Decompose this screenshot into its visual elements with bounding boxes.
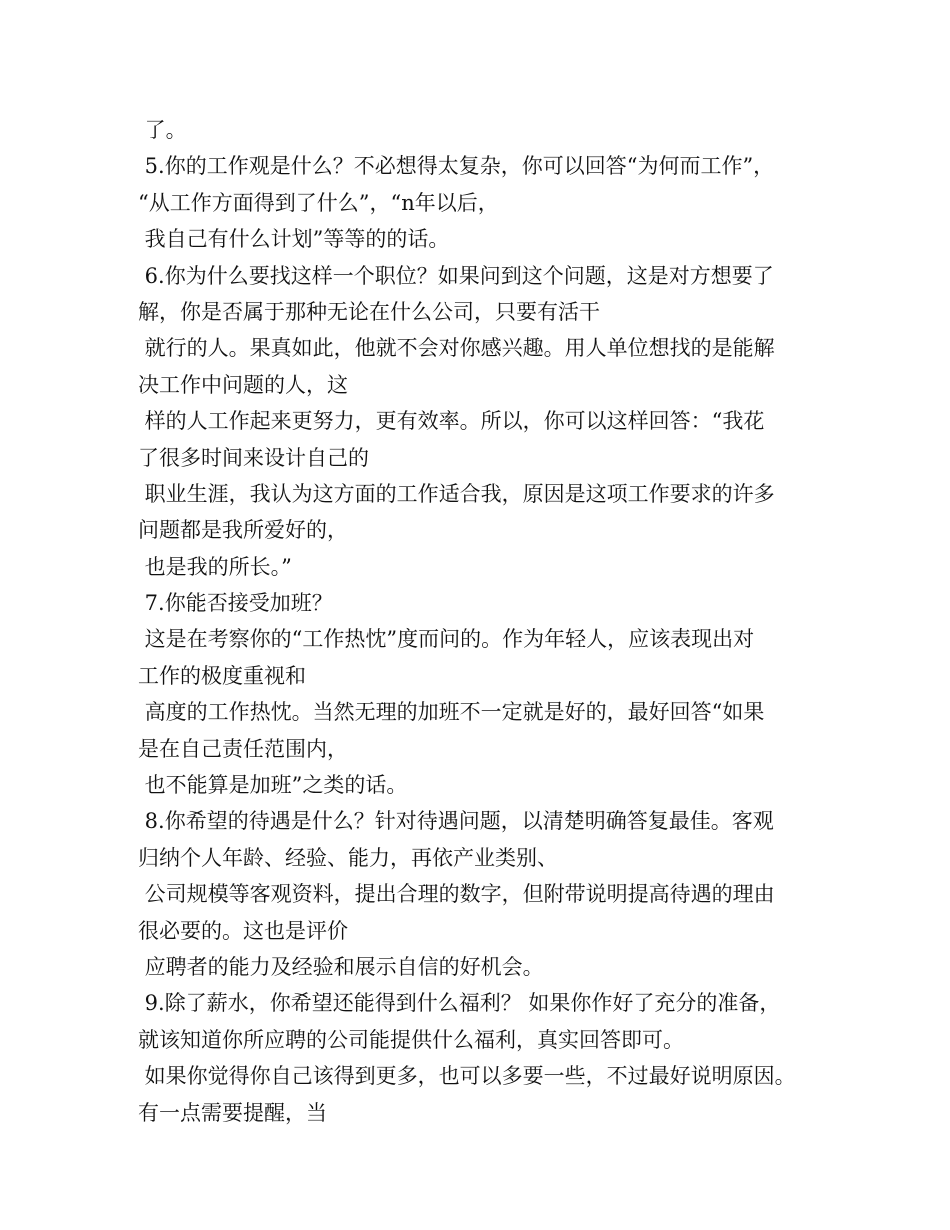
text-line: 7.你能否接受加班？ <box>138 591 333 616</box>
text-line: 也是我的所长。” <box>138 554 292 579</box>
text-line: 公司规模等客观资料，提出合理的数字，但附带说明提高待遇的理由 <box>138 882 775 907</box>
text-line: 就该知道你所应聘的公司能提供什么福利，真实回答即可。 <box>138 1027 684 1052</box>
text-line: 了。 <box>138 118 187 142</box>
text-line: 了很多时间来设计自己的 <box>138 445 369 470</box>
document-body <box>138 112 838 1131</box>
text-line: 问题都是我所爱好的， <box>138 518 348 543</box>
text-line: 是在自己责任范围内， <box>138 736 348 761</box>
text-line: 这是在考察你的“工作热忱”度而问的。作为年轻人，应该表现出对 <box>138 627 755 652</box>
text-line: 6.你为什么要找这样一个职位？如果问到这个问题，这是对方想要了 <box>138 263 774 288</box>
text-line: 决工作中问题的人，这 <box>138 372 348 397</box>
text-line: “从工作方面得到了什么”，“n年以后， <box>138 190 499 215</box>
text-line: 应聘者的能力及经验和展示自信的好机会。 <box>138 954 544 979</box>
text-line: 工作的极度重视和 <box>138 663 306 688</box>
text-line: 高度的工作热忱。当然无理的加班不一定就是好的，最好回答“如果 <box>138 700 765 725</box>
text-line: 样的人工作起来更努力，更有效率。所以，你可以这样回答：“我花 <box>138 409 765 434</box>
text-line: 归纳个人年龄、经验、能力，再依产业类别、 <box>138 845 558 870</box>
text-line: 职业生涯，我认为这方面的工作适合我，原因是这项工作要求的许多 <box>138 481 775 506</box>
text-line: 解，你是否属于那种无论在什么公司，只要有活干 <box>138 299 600 324</box>
text-line: 如果你觉得你自己该得到更多，也可以多要一些，不过最好说明原因。 <box>138 1064 796 1089</box>
text-line: 5.你的工作观是什么？不必想得太复杂，你可以回答“为何而工作”， <box>138 154 775 179</box>
text-line: 8.你希望的待遇是什么？针对待遇问题，以清楚明确答复最佳。客观 <box>138 809 774 834</box>
text-line: 很必要的。这也是评价 <box>138 918 348 943</box>
text-line: 就行的人。果真如此，他就不会对你感兴趣。用人单位想找的是能解 <box>138 336 775 361</box>
text-line: 我自己有什么计划”等等的的话。 <box>138 227 450 252</box>
text-line: 有一点需要提醒，当 <box>138 1100 327 1125</box>
text-line: 9.除了薪水，你希望还能得到什么福利？ 如果你作好了充分的准备， <box>138 991 781 1016</box>
text-line: 也不能算是加班”之类的话。 <box>138 773 408 798</box>
